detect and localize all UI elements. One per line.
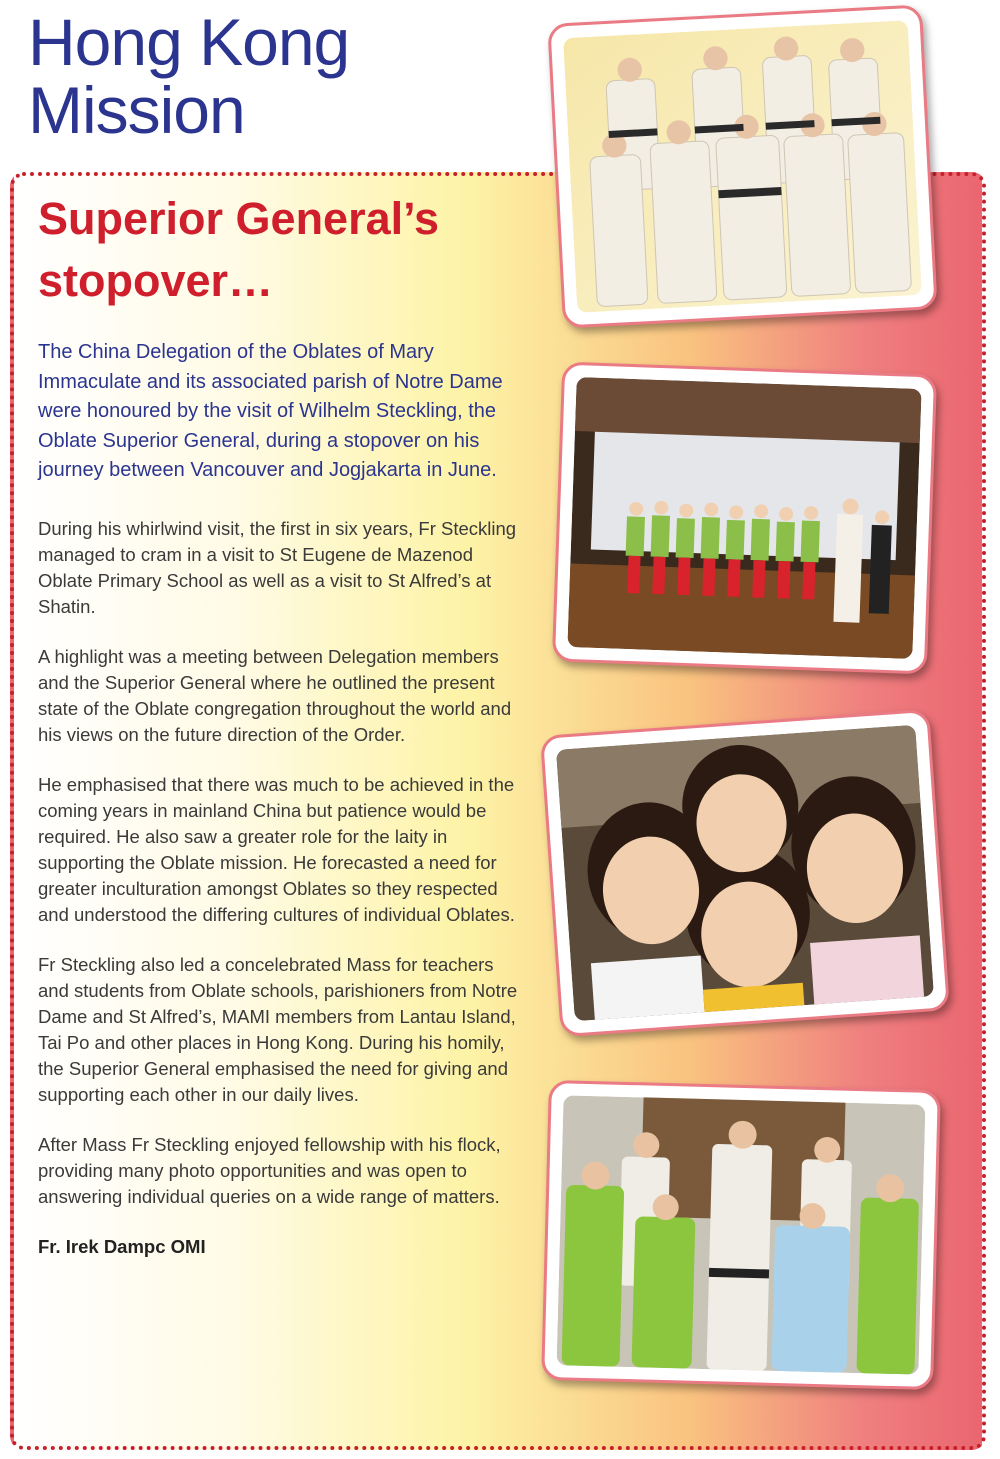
headline	[38, 188, 439, 312]
paragraph-mass: Fr Steckling also led a concelebrated Mass for teachers and students from Oblate schools, parishioners from Notre Dame and St Alfred’s, MAMI members from Lantau Island, Tai Po and other places in Hong Kong. During his homily, the Superior General emphasised the need for giving and supporting each other in our daily lives.	[38, 953, 518, 1105]
section-title	[28, 5, 350, 147]
paragraph-visit: During his whirlwind visit, the first in six years, Fr Steckling managed to cram in a visit to St Eugene de Mazenod Oblate Primary School as well as a visit to St Alfred’s at Shatin.	[38, 517, 517, 617]
article-body	[38, 338, 523, 1284]
priests-group-image	[563, 20, 922, 313]
section-title-line-1: Hong Kong	[28, 5, 350, 79]
stage-performance-image	[567, 377, 921, 659]
photo-shrine-group	[541, 1080, 941, 1390]
shrine-group-image	[557, 1095, 926, 1374]
paragraph-fellowship: After Mass Fr Steckling enjoyed fellowship with his flock, providing many photo opportunities and was open to answering individual queries on a wide range of matters.	[38, 1133, 501, 1207]
section-title-line-2: Mission	[28, 73, 245, 147]
photo-stage-performance	[552, 362, 937, 675]
paragraph-china: He emphasised that there was much to be achieved in the coming years in mainland China but patience would be required. He also saw a greater role for the laity in supporting the Oblate mission. He forecasted a need for greater inculturation amongst Oblates so they respected and understood the differing cultures of individual Oblates.	[38, 773, 515, 925]
paragraph-meeting: A highlight was a meeting between Delegation members and the Superior General where he outlined the present state of the Oblate congregation throughout the world and his views on the future direction of the Order.	[38, 645, 512, 745]
headline-line-1: Superior General’s	[38, 193, 439, 244]
photo-priests-group	[547, 4, 937, 328]
photo-smiling-girls	[540, 709, 950, 1037]
byline: Fr. Irek Dampc OMI	[38, 1235, 206, 1257]
lead-paragraph: The China Delegation of the Oblates of Mary Immaculate and its associated parish of Notre Dame were honoured by the visit of Wilhelm Steckling, the Oblate Superior General, during a stopover on his journey between Vancouver and Jogjakarta in June.	[38, 341, 503, 482]
headline-line-2: stopover…	[38, 255, 274, 306]
smiling-girls-image	[556, 725, 934, 1021]
